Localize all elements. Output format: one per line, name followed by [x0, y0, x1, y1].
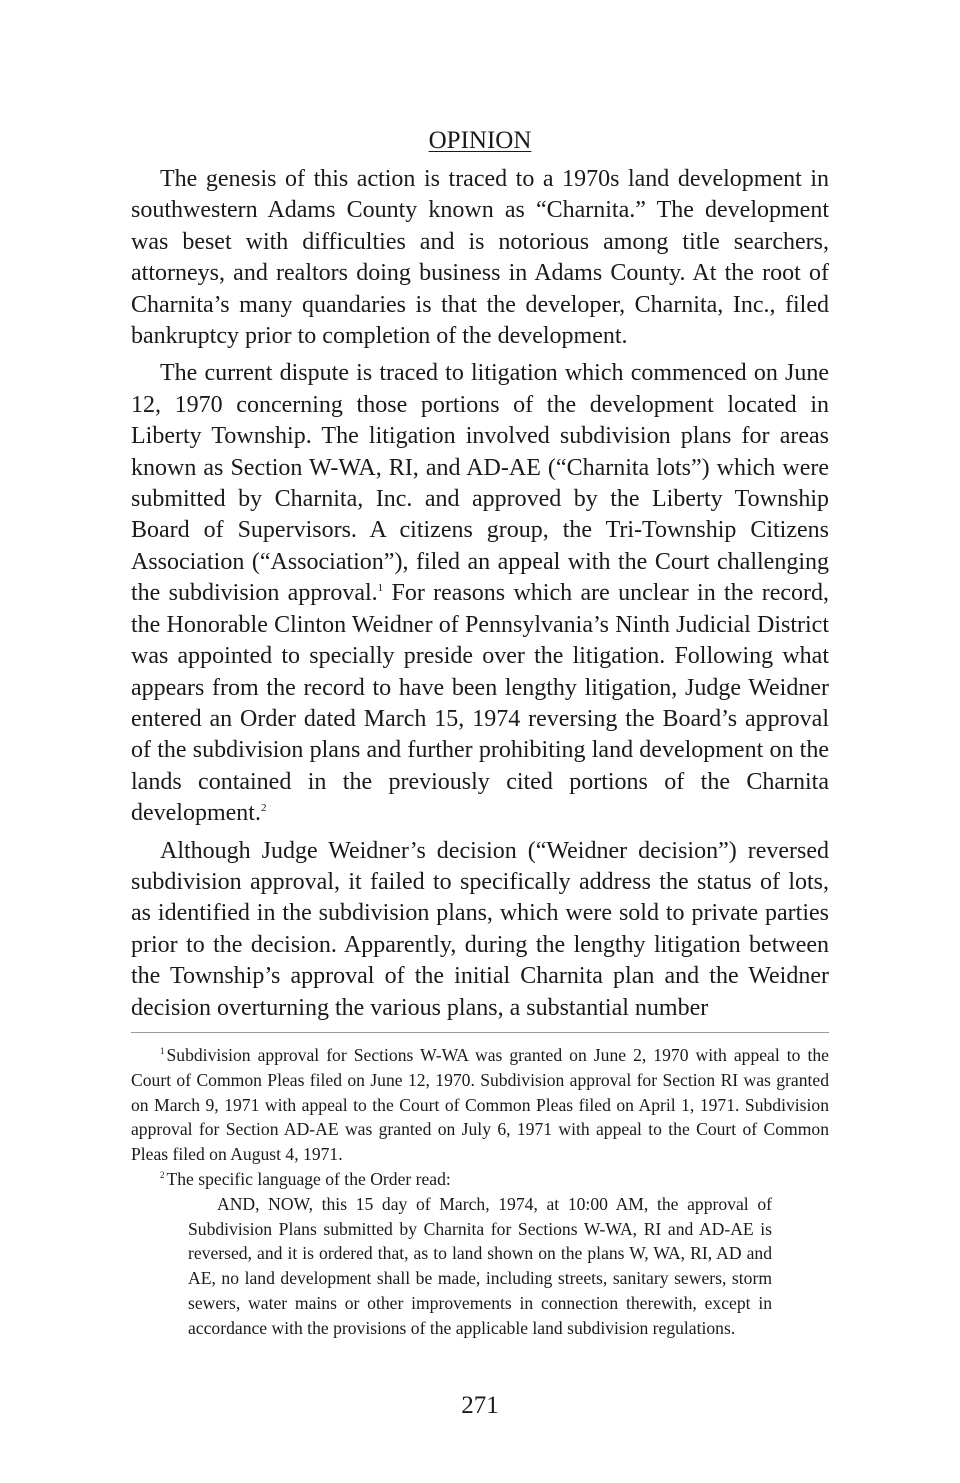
paragraph-3-text: Although Judge Weidner’s decision (“Weidner decision”) reversed subdivision approval, it failed to specifically address the status of lots, as identified in the subdivision plans, which were sold to private parties prior to the decision. Apparently, during the lengthy litigation between the Township’s approval of the initial Charnita plan and the Weidner decision overturning the various plans, a substantial number	[131, 837, 829, 1021]
paragraph-2-text-b: For reasons which are unclear in the record, the Honorable Clinton Weidner of Pennsylvania’s Ninth Judicial District was appointed to specially preside over the litigation. Following what appears from the record to have been lengthy litigation, Judge Weidner entered an Order dated March 15, 1974 reversing the Board’s approval of the subdivision plans and further prohibiting land development on the lands contained in the previously cited portions of the Charnita development.	[131, 580, 829, 827]
footnote-ref-1: 1	[377, 582, 384, 595]
paragraph-2-text-a: The current dispute is traced to litigation which commenced on June 12, 1970 concerning those portions of the development located in Liberty Township. The litigation involved subdivision plans for areas known as Section W-WA, RI, and AD-AE (“Charnita lots”) which were submitted by Charnita, Inc. and approved by the Liberty Township Board of Supervisors. A citizens group, the Tri-Township Citizens Association (“Association”), filed an appeal with the Court challenging the subdivision approval.	[131, 360, 829, 607]
paragraph-1	[131, 164, 829, 352]
footnote-1-text: Subdivision approval for Sections W-WA was granted on June 2, 1970 with appeal to the Court of Common Pleas filed on June 12, 1970. Subdivision approval for Section RI was granted on March 9, 1971 with appeal to the Court of Common Pleas filed on April 1, 1971. Subdivision approval for Section AD-AE was granted on July 6, 1971 with appeal to the Court of Common Pleas filed on August 4, 1971.	[131, 1044, 829, 1165]
page-title: OPINION	[428, 127, 532, 154]
footnote-divider	[131, 1032, 829, 1033]
page-body	[131, 124, 829, 1341]
footnote-2	[131, 1167, 829, 1192]
order-quote-text: AND, NOW, this 15 day of March, 1974, at 10:00 AM, the approval of Subdivision Plans submitted by Charnita for Sections W-WA, RI and AD-AE is reversed, and it is ordered that, as to land shown on the plans W, WA, RI, AD and AE, no land development shall be made, including streets, sanitary sewers, storm sewers, water mains or other improvements in connection therewith, except in accordance with the provisions of the applicable land subdivision regulations.	[188, 1193, 772, 1338]
footnote-2-mark: 2	[160, 1170, 165, 1181]
order-quote	[188, 1192, 772, 1341]
paragraph-1-text: The genesis of this action is traced to a 1970s land development in southwestern Adams County known as “Charnita.” The development was beset with difficulties and is notorious among title searchers, attorneys, and realtors doing business in Adams County. At the root of Charnita’s many quandaries is that the developer, Charnita, Inc., filed bankruptcy prior to completion of the development.	[131, 166, 829, 350]
footnote-2-text: The specific language of the Order read:	[166, 1168, 451, 1189]
footnote-1-mark: 1	[160, 1046, 165, 1057]
page-number: 271	[461, 1392, 499, 1419]
footnote-ref-2: 2	[260, 802, 267, 815]
paragraph-2	[131, 358, 829, 829]
paragraph-3	[131, 836, 829, 1024]
footnote-1	[131, 1043, 829, 1167]
